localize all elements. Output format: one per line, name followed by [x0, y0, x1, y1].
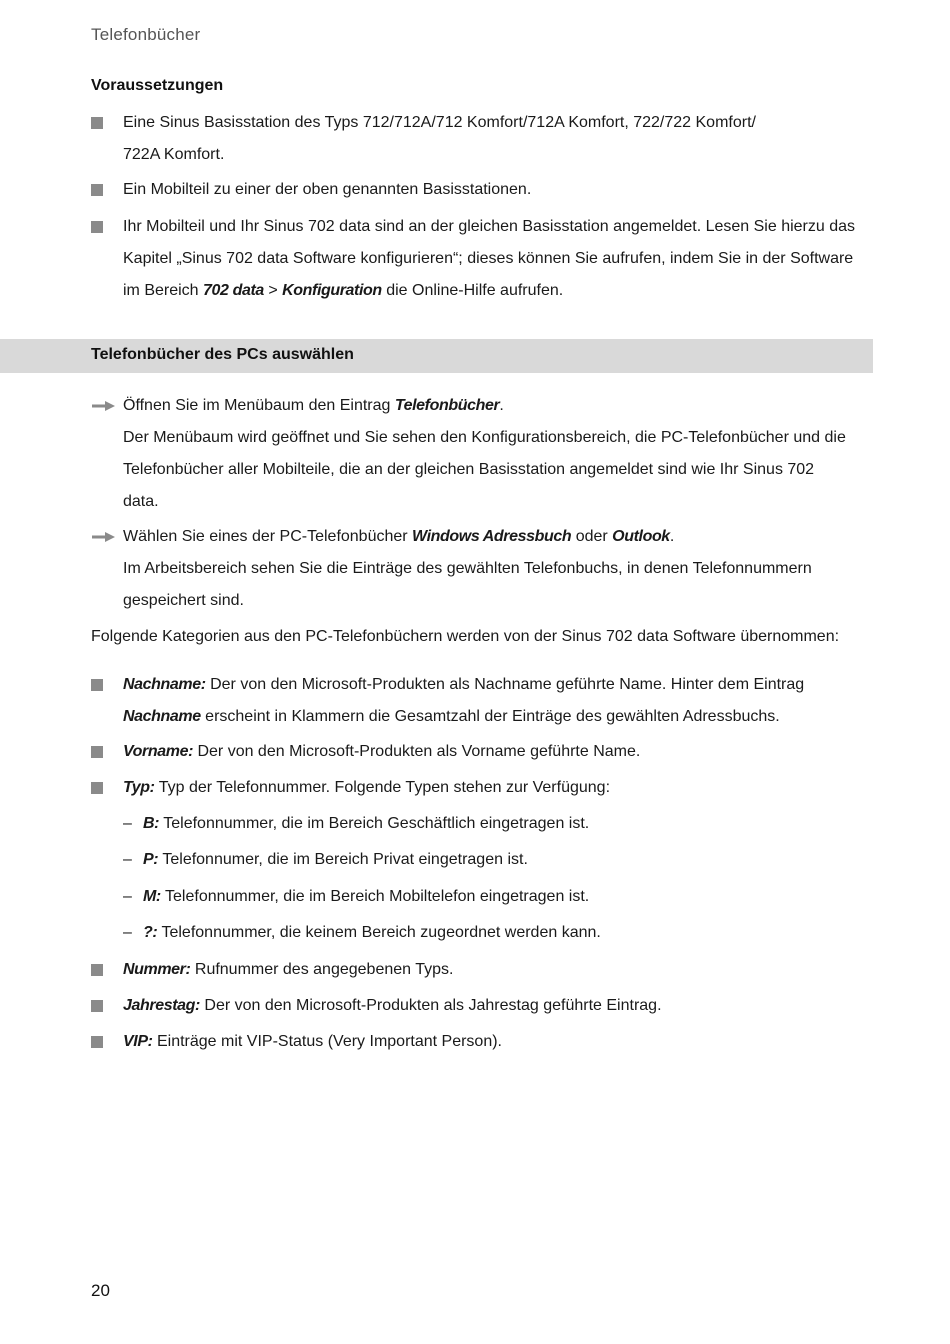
type-item: – M: Telefonnummer, die im Bereich Mobiltelefon eingetragen ist.: [123, 888, 590, 905]
category-item: Nachname: Der von den Microsoft-Produkten als Nachname geführte Name. Hinter dem Eintrag Nachname erscheint in Klammern die Gesamtzahl der Einträge des gewählten Adressbuchs.: [91, 669, 881, 733]
section-bar: [0, 339, 873, 373]
menu-path-konfiguration: Konfiguration: [282, 282, 382, 299]
square-bullet-icon: [91, 964, 103, 976]
category-item: Vorname: Der von den Microsoft-Produkten als Vorname geführte Name.: [91, 736, 881, 768]
requirement-item: Eine Sinus Basisstation des Typs 712/712A/712 Komfort/712A Komfort, 722/722 Komfort/ 722A Komfort.: [91, 107, 881, 171]
square-bullet-icon: [91, 1036, 103, 1048]
menu-entry-telefonbuecher: Telefonbücher: [394, 397, 500, 414]
square-bullet-icon: [91, 1000, 103, 1012]
square-bullet-icon: [91, 221, 103, 233]
type-item: – ?: Telefonnummer, die keinem Bereich zugeordnet werden kann.: [123, 924, 601, 941]
square-bullet-icon: [91, 184, 103, 196]
option-outlook: Outlook: [612, 528, 670, 545]
square-bullet-icon: [91, 679, 103, 691]
category-item: Typ: Typ der Telefonnummer. Folgende Typen stehen zur Verfügung:: [91, 772, 881, 804]
option-windows-adressbuch: Windows Adressbuch: [412, 528, 572, 545]
step-item: Wählen Sie eines der PC-Telefonbücher Windows Adressbuch oder Outlook. Im Arbeitsbereich sehen Sie die Einträge des gewählten Telefonbuchs, in denen Telefonnummern gespeichert sind.: [91, 521, 881, 617]
category-item: Nummer: Rufnummer des angegebenen Typs.: [91, 954, 881, 986]
type-item: – P: Telefonnumer, die im Bereich Privat eingetragen ist.: [123, 851, 528, 868]
square-bullet-icon: [91, 782, 103, 794]
arrow-right-icon: [91, 521, 117, 553]
square-bullet-icon: [91, 117, 103, 129]
category-item: Jahrestag: Der von den Microsoft-Produkten als Jahrestag geführte Eintrag.: [91, 990, 881, 1022]
section-title: Telefonbücher des PCs auswählen: [91, 346, 354, 363]
page-number: 20: [91, 1281, 110, 1300]
category-item: VIP: Einträge mit VIP-Status (Very Important Person).: [91, 1026, 881, 1058]
running-header: Telefonbücher: [91, 25, 201, 44]
requirement-item: Ein Mobilteil zu einer der oben genannten Basisstationen.: [91, 174, 881, 206]
menu-path-702-data: 702 data: [203, 282, 264, 299]
arrow-right-icon: [91, 390, 117, 422]
square-bullet-icon: [91, 746, 103, 758]
intro-paragraph: Folgende Kategorien aus den PC-Telefonbüchern werden von der Sinus 702 data Software übernommen:: [91, 628, 840, 645]
type-item: – B: Telefonnummer, die im Bereich Geschäftlich eingetragen ist.: [123, 815, 590, 832]
requirement-item: Ihr Mobilteil und Ihr Sinus 702 data sind an der gleichen Basisstation angemeldet. Lesen Sie hierzu das Kapitel „Sinus 702 data Software konfigurieren“; dieses können Sie aufrufen, indem Sie in der Software im Bereich 702 data > Konfiguration die Online-Hilfe aufrufen.: [91, 211, 881, 307]
step-item: Öffnen Sie im Menübaum den Eintrag Telefonbücher. Der Menübaum wird geöffnet und Sie sehen den Konfigurationsbereich, die PC-Telefonbücher und die Telefonbücher aller Mobilteile, die an der gleichen Basisstation angemeldet sind wie Ihr Sinus 702 data.: [91, 390, 881, 518]
requirements-heading: Voraussetzungen: [91, 77, 224, 94]
